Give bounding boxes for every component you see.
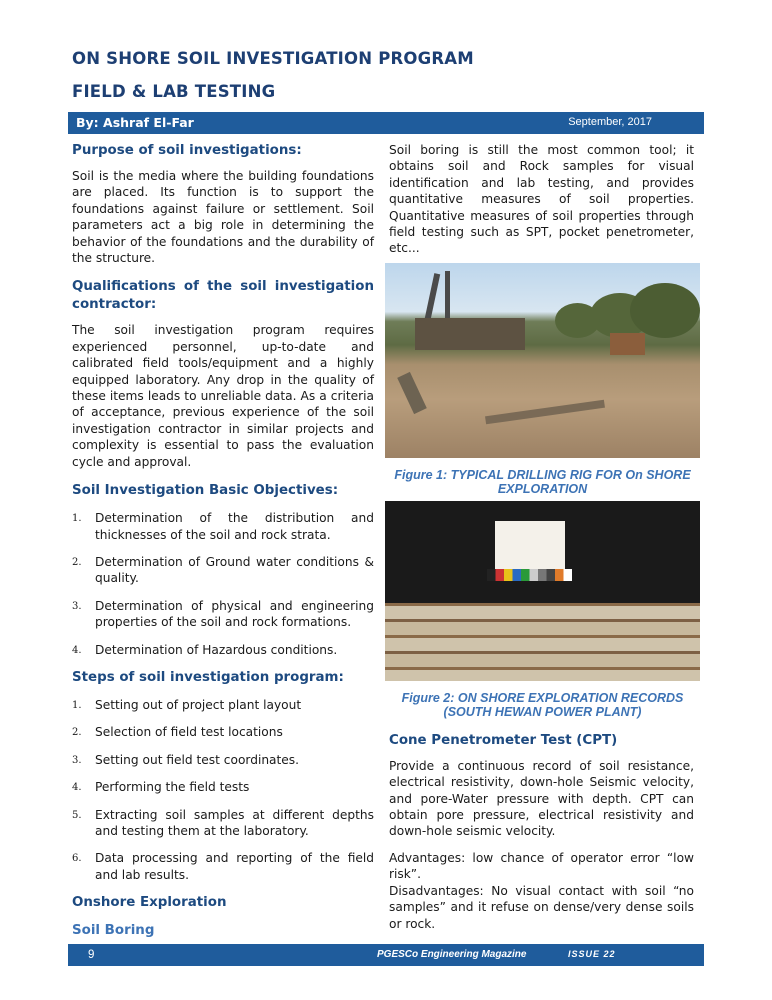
drilling-rig-photo [385,263,700,458]
list-item: 6. Data processing and reporting of the field and lab results. [72,851,374,882]
steps-heading: Steps of soil investigation program: [72,669,344,685]
purpose-paragraph: Soil is the media where the building foundations are placed. Its function is to support the foundations against failure or settlement. Soil parameters act a big role in determining the behavior of the foundations and the durability of the structure. [72,169,374,266]
objectives-list [72,510,374,658]
left-column [72,142,374,948]
footer-bar [68,944,704,966]
list-item: 3. Setting out field test coordinates. [72,752,300,767]
list-item: 5. Extracting soil samples at different depths and testing them at the laboratory. [72,807,374,838]
steps-list [72,697,374,883]
page-number: 9 [88,949,95,961]
issue-date: September, 2017 [568,116,652,128]
soil-boring-heading: Soil Boring [72,923,155,939]
cpt-paragraph: Provide a continuous record of soil resistance, electrical resistivity, down-hole Seismic velocity, and pore-Water pressure with depth. CPT can obtain pore pressure, electrical resistivity and down-hole seismic velocity. [389,758,694,839]
objectives-heading: Soil Investigation Basic Objectives: [72,483,339,499]
purpose-heading: Purpose of soil investigations: [72,143,302,158]
page-subtitle: FIELD & LAB TESTING [72,82,276,101]
page-title: ON SHORE SOIL INVESTIGATION PROGRAM [72,49,474,68]
list-item: 4. Determination of Hazardous conditions. [72,642,338,657]
soil-boring-paragraph: Soil boring is still the most common tool; it obtains soil and Rock samples for visual identification and lab testing, and provides quantitative measures of soil properties. Quantitative measures of soil properties through field testing such as SPT, pocket penetrometer, etc... [389,143,694,256]
figure-1-caption: Figure 1: TYPICAL DRILLING RIG FOR On SHORE EXPLORATION [394,467,691,497]
figure-2-caption: Figure 2: ON SHORE EXPLORATION RECORDS (SOUTH HEWAN POWER PLANT) [401,690,684,720]
qualifications-paragraph: The soil investigation program requires experienced personnel, up-to-date and calibrated field tools/equipment and a highly equipped laboratory. Any drop in the quality of these items leads to unreliable data. As a criteria of acceptance, previous experience of the soil investigation contractor in similar projects and complexity is essential to pass the evaluation cycle and approval. [72,323,374,469]
issue-number: ISSUE 22 [568,949,616,959]
onshore-heading: Onshore Exploration [72,895,227,911]
list-item: 4. Performing the field tests [72,780,250,795]
list-item: 1. Setting out of project plant layout [72,697,302,712]
list-item: 1. Determination of the distribution and thicknesses of the soil and rock strata. [72,511,374,542]
byline-bar [68,112,704,134]
list-item: 2. Determination of Ground water conditions & quality. [72,554,374,586]
core-box-photo [385,501,700,681]
magazine-name: PGESCo Engineering Magazine [377,949,527,960]
list-item: 3. Determination of physical and engineering properties of the soil and rock formations. [72,598,374,630]
author-byline: By: Ashraf El-Far [76,115,194,130]
cpt-advantages: Advantages: low chance of operator error “low risk”. [389,850,694,882]
right-column [389,142,694,943]
cpt-heading: Cone Penetrometer Test (CPT) [389,732,618,748]
cpt-disadvantages: Disadvantages: No visual contact with soil “no samples” and it refuse on dense/very dense soils or rock. [389,883,694,931]
list-item: 2. Selection of field test locations [72,725,283,740]
qualifications-heading: Qualifications of the soil investigation contractor: [72,279,374,313]
